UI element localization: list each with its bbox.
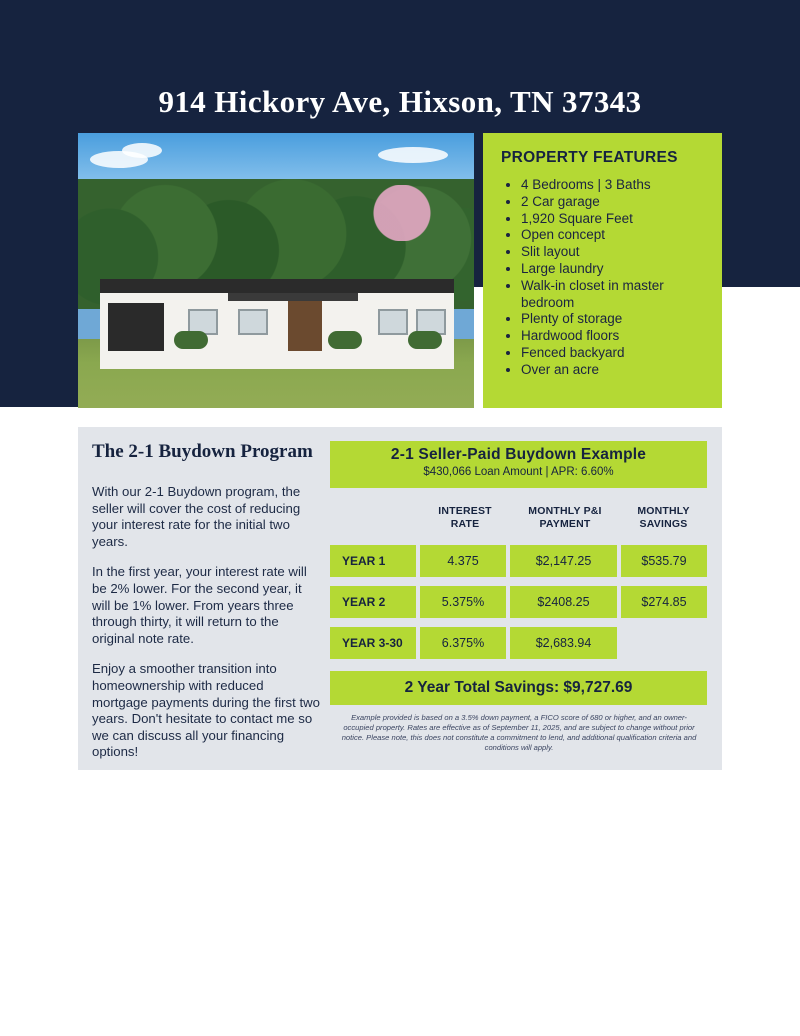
- photo-window: [238, 309, 268, 335]
- list-item: • Slit layout: [521, 244, 708, 261]
- table-row: [330, 627, 707, 659]
- photo-flowering-tree: [366, 185, 438, 241]
- page-title: 914 Hickory Ave, Hixson, TN 37343: [158, 84, 642, 119]
- program-paragraph: In the first year, your interest rate will be 2% lower. For the second year, it will be 1% lower. From years three through thirty, it will return to the original note rate.: [92, 564, 307, 646]
- list-item: • Open concept: [521, 227, 708, 244]
- table-row: [330, 545, 707, 577]
- property-features-list: [501, 177, 708, 379]
- buydown-table-header: [330, 441, 707, 488]
- list-item: • 1,920 Square Feet: [521, 211, 708, 228]
- program-description: [92, 484, 320, 775]
- row-label: YEAR 3-30: [330, 627, 416, 659]
- row-interest-rate: 6.375%: [420, 627, 506, 659]
- row-label: YEAR 2: [330, 586, 416, 618]
- buydown-table-title: 2-1 Seller-Paid Buydown Example: [390, 446, 647, 463]
- row-label: YEAR 1: [330, 545, 416, 577]
- row-interest-rate: 5.375%: [420, 586, 506, 618]
- list-item: • Walk-in closet in master bedroom: [521, 278, 708, 312]
- column-header-monthly-payment: MONTHLY P&I PAYMENT: [528, 505, 602, 530]
- list-item: • Over an acre: [521, 362, 708, 379]
- row-interest-rate: 4.375: [420, 545, 506, 577]
- list-item: • Hardwood floors: [521, 328, 708, 345]
- row-monthly-payment: $2,147.25: [510, 545, 617, 577]
- row-monthly-payment: $2408.25: [510, 586, 617, 618]
- column-header-monthly-savings: MONTHLY SAVINGS: [637, 505, 690, 530]
- buydown-table-subtitle: $430,066 Loan Amount | APR: 6.60%: [423, 466, 614, 478]
- row-monthly-savings: $535.79: [621, 545, 707, 577]
- program-title: The 2-1 Buydown Program: [92, 441, 313, 462]
- header-banner-left-extension: [0, 287, 78, 407]
- list-item: • 2 Car garage: [521, 194, 708, 211]
- photo-cloud: [378, 147, 448, 163]
- program-paragraph: With our 2-1 Buydown program, the seller will cover the cost of reducing your interest rate for the initial two years.: [92, 484, 301, 549]
- total-savings-banner: 2 Year Total Savings: $9,727.69: [330, 671, 707, 705]
- disclaimer-text: Example provided is based on a 3.5% down payment, a FICO score of 680 or higher, and an owner-occupied property. Rates are effective as of September 11, 2025, and are subject to change without prior notice. Please note, this does not constitute a commitment to lend, and additional qualification criteria and conditions will apply.: [341, 713, 697, 752]
- column-header-interest-rate: INTEREST RATE: [438, 505, 492, 530]
- program-paragraph: Enjoy a smoother transition into homeownership with reduced mortgage payments during the first two years. Don't hesitate to contact me so we can discuss all your financing options!: [92, 661, 320, 760]
- photo-window: [378, 309, 408, 335]
- buydown-column-headers: [330, 505, 707, 539]
- row-monthly-payment: $2,683.94: [510, 627, 617, 659]
- photo-porch-roof: [228, 293, 358, 301]
- property-features-panel: [483, 133, 722, 408]
- photo-garage-door: [108, 303, 164, 351]
- photo-shrub: [174, 331, 208, 349]
- list-item: • 4 Bedrooms | 3 Baths: [521, 177, 708, 194]
- photo-shrub: [328, 331, 362, 349]
- photo-cloud: [122, 143, 162, 158]
- table-row: [330, 586, 707, 618]
- list-item: • Large laundry: [521, 261, 708, 278]
- property-features-title: PROPERTY FEATURES: [501, 149, 678, 166]
- property-exterior-photo: [78, 133, 474, 408]
- row-monthly-savings: $274.85: [621, 586, 707, 618]
- photo-front-door: [288, 301, 322, 351]
- photo-shrub: [408, 331, 442, 349]
- list-item: • Fenced backyard: [521, 345, 708, 362]
- list-item: • Plenty of storage: [521, 311, 708, 328]
